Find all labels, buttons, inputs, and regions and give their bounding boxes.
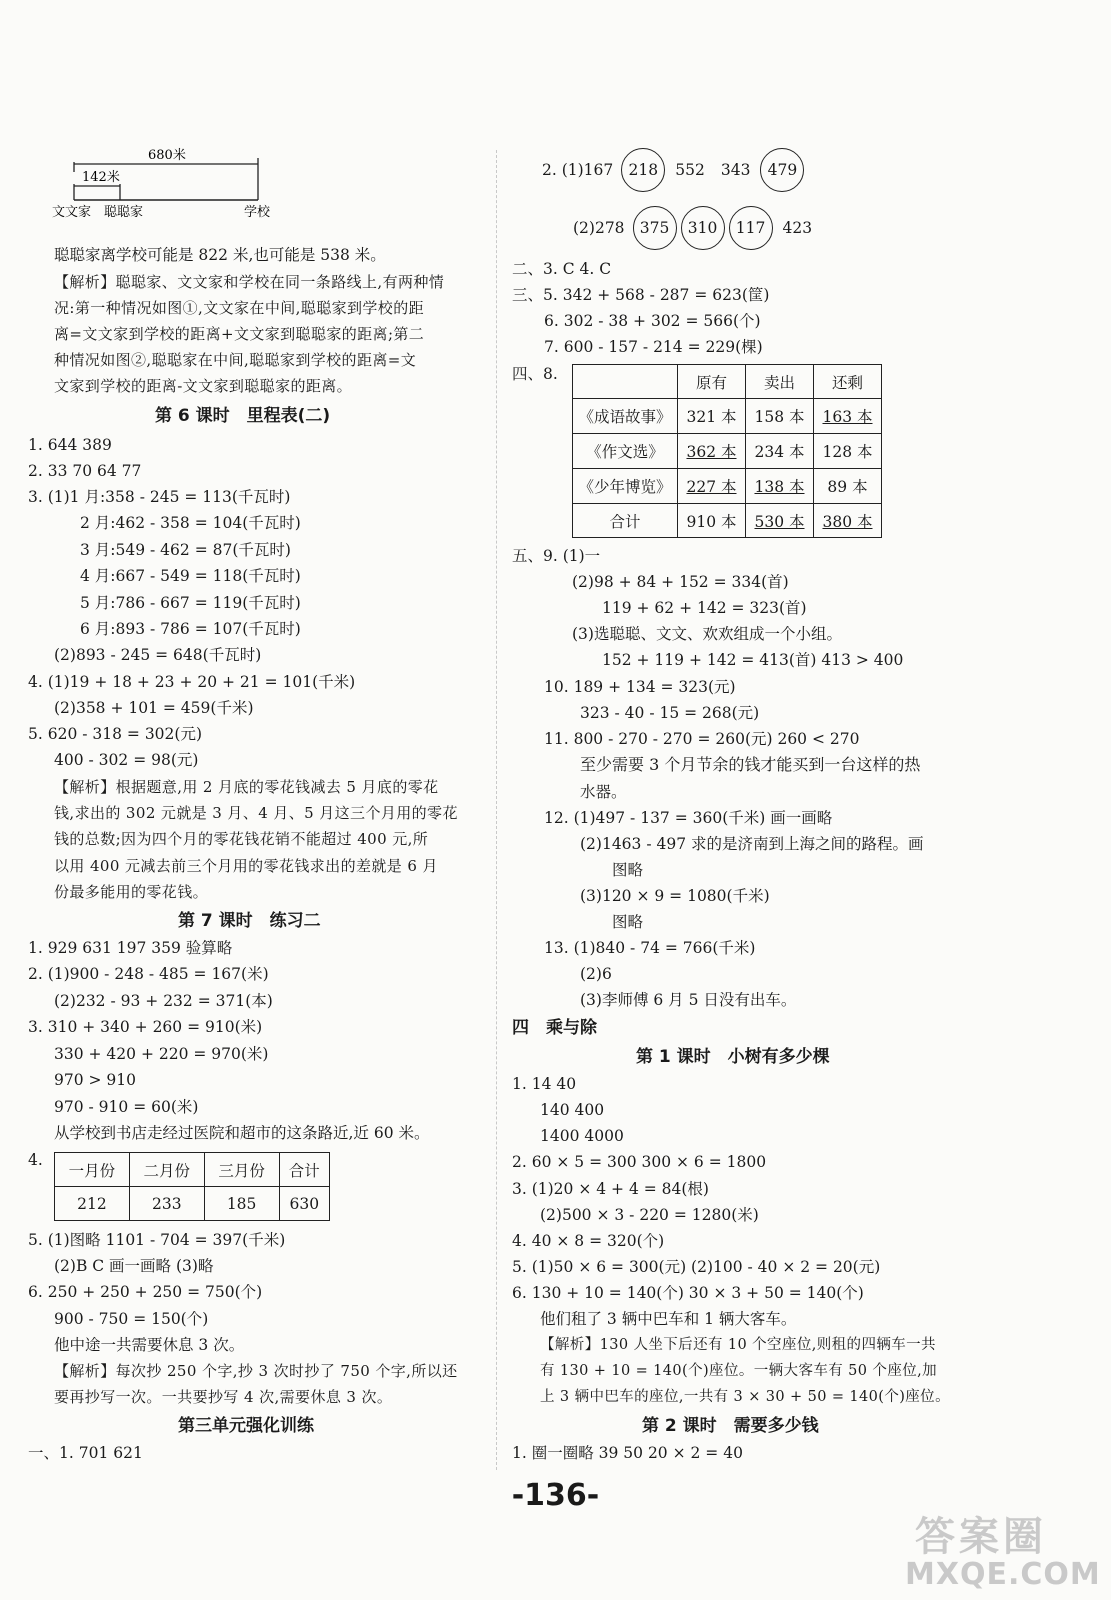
answer-line: 一、1. 701 621 bbox=[28, 1444, 143, 1462]
answer-line: 6. 130 + 10 = 140(个) 30 × 3 + 50 = 140(个) bbox=[512, 1284, 864, 1302]
answer-line: 水器。 bbox=[580, 783, 627, 801]
answer-line: 330 + 420 + 220 = 970(米) bbox=[54, 1045, 269, 1063]
answer-line: 2. 60 × 5 = 300 300 × 6 = 1800 bbox=[512, 1153, 767, 1171]
distance-diagram bbox=[48, 140, 288, 220]
circled-number: 310 bbox=[681, 206, 725, 250]
answer-line: 四、8. bbox=[512, 365, 558, 383]
answer-line: (2)6 bbox=[580, 965, 612, 983]
answer-line: 1400 4000 bbox=[540, 1127, 624, 1145]
answer-line: (2)232 - 93 + 232 = 371(本) bbox=[54, 992, 273, 1010]
page-number: -136- bbox=[511, 1478, 600, 1513]
table-cell: 321 本 bbox=[678, 399, 746, 434]
column-divider bbox=[496, 150, 497, 1470]
table-cell: 89 本 bbox=[814, 469, 882, 504]
answer-line: 970 - 910 = 60(米) bbox=[54, 1098, 199, 1116]
answer-line: (2)B C 画一画略 (3)略 bbox=[54, 1257, 214, 1275]
circled-numbers-row bbox=[573, 206, 820, 250]
analysis-line: 上 3 辆中巴车的座位,一共有 3 × 30 + 50 = 140(个)座位。 bbox=[540, 1389, 950, 1405]
answer-line: 从学校到书店走经过医院和超市的这条路近,近 60 米。 bbox=[54, 1124, 430, 1142]
watermark bbox=[905, 1505, 1105, 1600]
answer-line: 5. (1)50 × 6 = 300(元) (2)100 - 40 × 2 = 20(元) bbox=[512, 1258, 881, 1276]
answer-line: 3. (1)20 × 4 + 4 = 84(根) bbox=[512, 1180, 709, 1198]
table-cell-answer: 163 本 bbox=[814, 399, 882, 434]
analysis-line: 有 130 + 10 = 140(个)座位。一辆大客车有 50 个座位,加 bbox=[540, 1363, 938, 1379]
answer-line: 3 月:549 - 462 = 87(千瓦时) bbox=[80, 541, 291, 559]
diagram-point-b: 聪聪家 bbox=[104, 205, 144, 220]
answer-line: 4. bbox=[28, 1151, 43, 1169]
answer-line: 5 月:786 - 667 = 119(千瓦时) bbox=[80, 594, 301, 612]
answer-line: 4. 40 × 8 = 320(个) bbox=[512, 1232, 665, 1250]
row-prefix: 2. (1)167 bbox=[542, 161, 614, 179]
analysis-line: 钱的总数;因为四个月的零花钱花销不能超过 400 元,所 bbox=[54, 830, 429, 848]
table-cell-answer: 362 本 bbox=[678, 434, 746, 469]
answer-line: 7. 600 - 157 - 214 = 229(棵) bbox=[544, 338, 763, 356]
answer-line: 2. (1)900 - 248 - 485 = 167(米) bbox=[28, 965, 269, 983]
analysis-line: 离=文文家到学校的距离+文文家到聪聪家的距离;第二 bbox=[54, 325, 425, 343]
answer-line: (2)1463 - 497 求的是济南到上海之间的路程。画 bbox=[580, 835, 924, 853]
plain-number: 423 bbox=[782, 219, 813, 237]
answer-line: 970 > 910 bbox=[54, 1071, 137, 1089]
lesson-heading: 第 1 课时 小树有多少棵 bbox=[636, 1047, 830, 1067]
answer-line: (3)选聪聪、文文、欢欢组成一个小组。 bbox=[572, 625, 842, 643]
answer-line: 4. (1)19 + 18 + 23 + 20 + 21 = 101(千米) bbox=[28, 673, 356, 691]
table-header: 合计 bbox=[279, 1153, 329, 1187]
analysis-line: 【解析】根据题意,用 2 月底的零花钱减去 5 月底的零花 bbox=[54, 778, 439, 796]
circled-numbers-row bbox=[542, 148, 806, 192]
analysis-line: 【解析】每次抄 250 个字,抄 3 次时抄了 750 个字,所以还 bbox=[54, 1362, 458, 1380]
table-cell: 《成语故事》 bbox=[573, 399, 678, 434]
answer-line: (2)358 + 101 = 459(千米) bbox=[54, 699, 254, 717]
circled-number: 479 bbox=[760, 148, 804, 192]
answer-line: 12. (1)497 - 137 = 360(千米) 画一画略 bbox=[544, 809, 833, 827]
analysis-line: 【解析】130 人坐下后还有 10 个空座位,则租的四辆车一共 bbox=[540, 1337, 936, 1353]
answer-line: 3. 310 + 340 + 260 = 910(米) bbox=[28, 1018, 263, 1036]
answer-line: 13. (1)840 - 74 = 766(千米) bbox=[544, 939, 756, 957]
table-cell: 234 本 bbox=[746, 434, 814, 469]
table-cell: 233 bbox=[129, 1187, 204, 1221]
diagram-part-label: 142米 bbox=[82, 170, 120, 185]
answer-line: 1. 929 631 197 359 验算略 bbox=[28, 939, 233, 957]
table-header bbox=[573, 365, 678, 399]
answer-line: 152 + 119 + 142 = 413(首) 413 > 400 bbox=[602, 651, 904, 669]
answer-line: 6. 302 - 38 + 302 = 566(个) bbox=[544, 312, 761, 330]
analysis-line: 况:第一种情况如图①,文文家在中间,聪聪家到学校的距 bbox=[54, 299, 424, 317]
analysis-line: 要再抄写一次。一共要抄写 4 次,需要休息 3 次。 bbox=[54, 1388, 393, 1406]
table-header: 卖出 bbox=[746, 365, 814, 399]
answer-line: 5. 620 - 318 = 302(元) bbox=[28, 725, 202, 743]
answer-line: (2)893 - 245 = 648(千瓦时) bbox=[54, 646, 262, 664]
answer-line: 2 月:462 - 358 = 104(千瓦时) bbox=[80, 514, 301, 532]
answer-line: 140 400 bbox=[540, 1101, 605, 1119]
answer-line: (3)李师傅 6 月 5 日没有出车。 bbox=[580, 991, 797, 1009]
answer-line: 他中途一共需要休息 3 次。 bbox=[54, 1336, 245, 1354]
diagram-total-label: 680米 bbox=[148, 148, 186, 163]
table-cell: 910 本 bbox=[678, 504, 746, 538]
table-cell: 合计 bbox=[573, 504, 678, 538]
watermark-url: MXQE.COM bbox=[905, 1557, 1101, 1592]
answer-line: 1. 圈一圈略 39 50 20 × 2 = 40 bbox=[512, 1444, 743, 1462]
table-cell: 158 本 bbox=[746, 399, 814, 434]
analysis-line: 钱,求出的 302 元就是 3 月、4 月、5 月这三个月用的零花 bbox=[54, 804, 458, 822]
analysis-line: 文家到学校的距离-文文家到聪聪家的距离。 bbox=[54, 377, 353, 395]
analysis-line: 种情况如图②,聪聪家在中间,聪聪家到学校的距离=文 bbox=[54, 351, 417, 369]
table-cell: 212 bbox=[55, 1187, 130, 1221]
circled-number: 117 bbox=[729, 206, 773, 250]
row-prefix: (2)278 bbox=[573, 219, 625, 237]
plain-number: 343 bbox=[720, 161, 751, 179]
answer-line: 2. 33 70 64 77 bbox=[28, 462, 142, 480]
books-table bbox=[572, 364, 882, 538]
answer-line: 119 + 62 + 142 = 323(首) bbox=[602, 599, 807, 617]
table-cell: 630 bbox=[279, 1187, 329, 1221]
circled-number: 218 bbox=[621, 148, 665, 192]
table-cell-answer: 530 本 bbox=[746, 504, 814, 538]
answer-line: 323 - 40 - 15 = 268(元) bbox=[580, 704, 760, 722]
answer-line: 11. 800 - 270 - 270 = 260(元) 260 < 270 bbox=[544, 730, 860, 748]
answer-line: (2)500 × 3 - 220 = 1280(米) bbox=[540, 1206, 759, 1224]
table-cell: 128 本 bbox=[814, 434, 882, 469]
plain-number: 552 bbox=[675, 161, 705, 179]
answer-line: 6 月:893 - 786 = 107(千瓦时) bbox=[80, 620, 301, 638]
table-cell-answer: 227 本 bbox=[678, 469, 746, 504]
table-cell-answer: 138 本 bbox=[746, 469, 814, 504]
month-table bbox=[54, 1152, 330, 1221]
answer-line: 他们租了 3 辆中巴车和 1 辆大客车。 bbox=[540, 1310, 797, 1328]
table-cell-answer: 380 本 bbox=[814, 504, 882, 538]
answer-line: (3)120 × 9 = 1080(千米) bbox=[580, 887, 770, 905]
table-cell: 《作文选》 bbox=[573, 434, 678, 469]
table-header: 三月份 bbox=[204, 1153, 279, 1187]
answer-line: 聪聪家离学校可能是 822 米,也可能是 538 米。 bbox=[54, 246, 386, 264]
circled-number: 375 bbox=[633, 206, 677, 250]
analysis-line: 以用 400 元减去前三个月用的零花钱求出的差就是 6 月 bbox=[54, 857, 438, 875]
lesson-heading: 第 2 课时 需要多少钱 bbox=[642, 1416, 819, 1436]
answer-line: 6. 250 + 250 + 250 = 750(个) bbox=[28, 1283, 263, 1301]
analysis-line: 份最多能用的零花钱。 bbox=[54, 883, 209, 901]
answer-line: 4 月:667 - 549 = 118(千瓦时) bbox=[80, 567, 301, 585]
table-header: 二月份 bbox=[129, 1153, 204, 1187]
answer-line: 五、9. (1)一 bbox=[512, 547, 601, 565]
unit-heading: 第三单元强化训练 bbox=[178, 1416, 314, 1436]
answer-line: 1. 644 389 bbox=[28, 436, 112, 454]
diagram-point-a: 文文家 bbox=[52, 205, 92, 220]
table-header: 还剩 bbox=[814, 365, 882, 399]
answer-line: 5. (1)图略 1101 - 704 = 397(千米) bbox=[28, 1231, 286, 1249]
answer-line: (2)98 + 84 + 152 = 334(首) bbox=[572, 573, 789, 591]
table-cell: 《少年博览》 bbox=[573, 469, 678, 504]
lesson-heading: 第 7 课时 练习二 bbox=[178, 911, 321, 931]
answer-line: 900 - 750 = 150(个) bbox=[54, 1310, 209, 1328]
answer-line: 二、3. C 4. C bbox=[512, 260, 612, 278]
answer-line: 400 - 302 = 98(元) bbox=[54, 751, 199, 769]
answer-line: 3. (1)1 月:358 - 245 = 113(千瓦时) bbox=[28, 488, 291, 506]
answer-line: 至少需要 3 个月节余的钱才能买到一台这样的热 bbox=[580, 755, 921, 774]
diagram-point-c: 学校 bbox=[244, 205, 271, 220]
unit-heading: 四 乘与除 bbox=[512, 1018, 597, 1038]
lesson-heading: 第 6 课时 里程表(二) bbox=[155, 406, 331, 426]
table-cell: 185 bbox=[204, 1187, 279, 1221]
answer-line: 1. 14 40 bbox=[512, 1075, 577, 1093]
answer-line: 图略 bbox=[612, 861, 644, 879]
answer-line: 图略 bbox=[612, 913, 644, 931]
table-header: 原有 bbox=[678, 365, 746, 399]
watermark-text: 答案圈 bbox=[915, 1514, 1047, 1560]
analysis-line: 【解析】聪聪家、文文家和学校在同一条路线上,有两种情 bbox=[54, 273, 445, 291]
table-header: 一月份 bbox=[55, 1153, 130, 1187]
answer-line: 三、5. 342 + 568 - 287 = 623(筐) bbox=[512, 286, 770, 304]
answer-line: 10. 189 + 134 = 323(元) bbox=[544, 678, 736, 696]
